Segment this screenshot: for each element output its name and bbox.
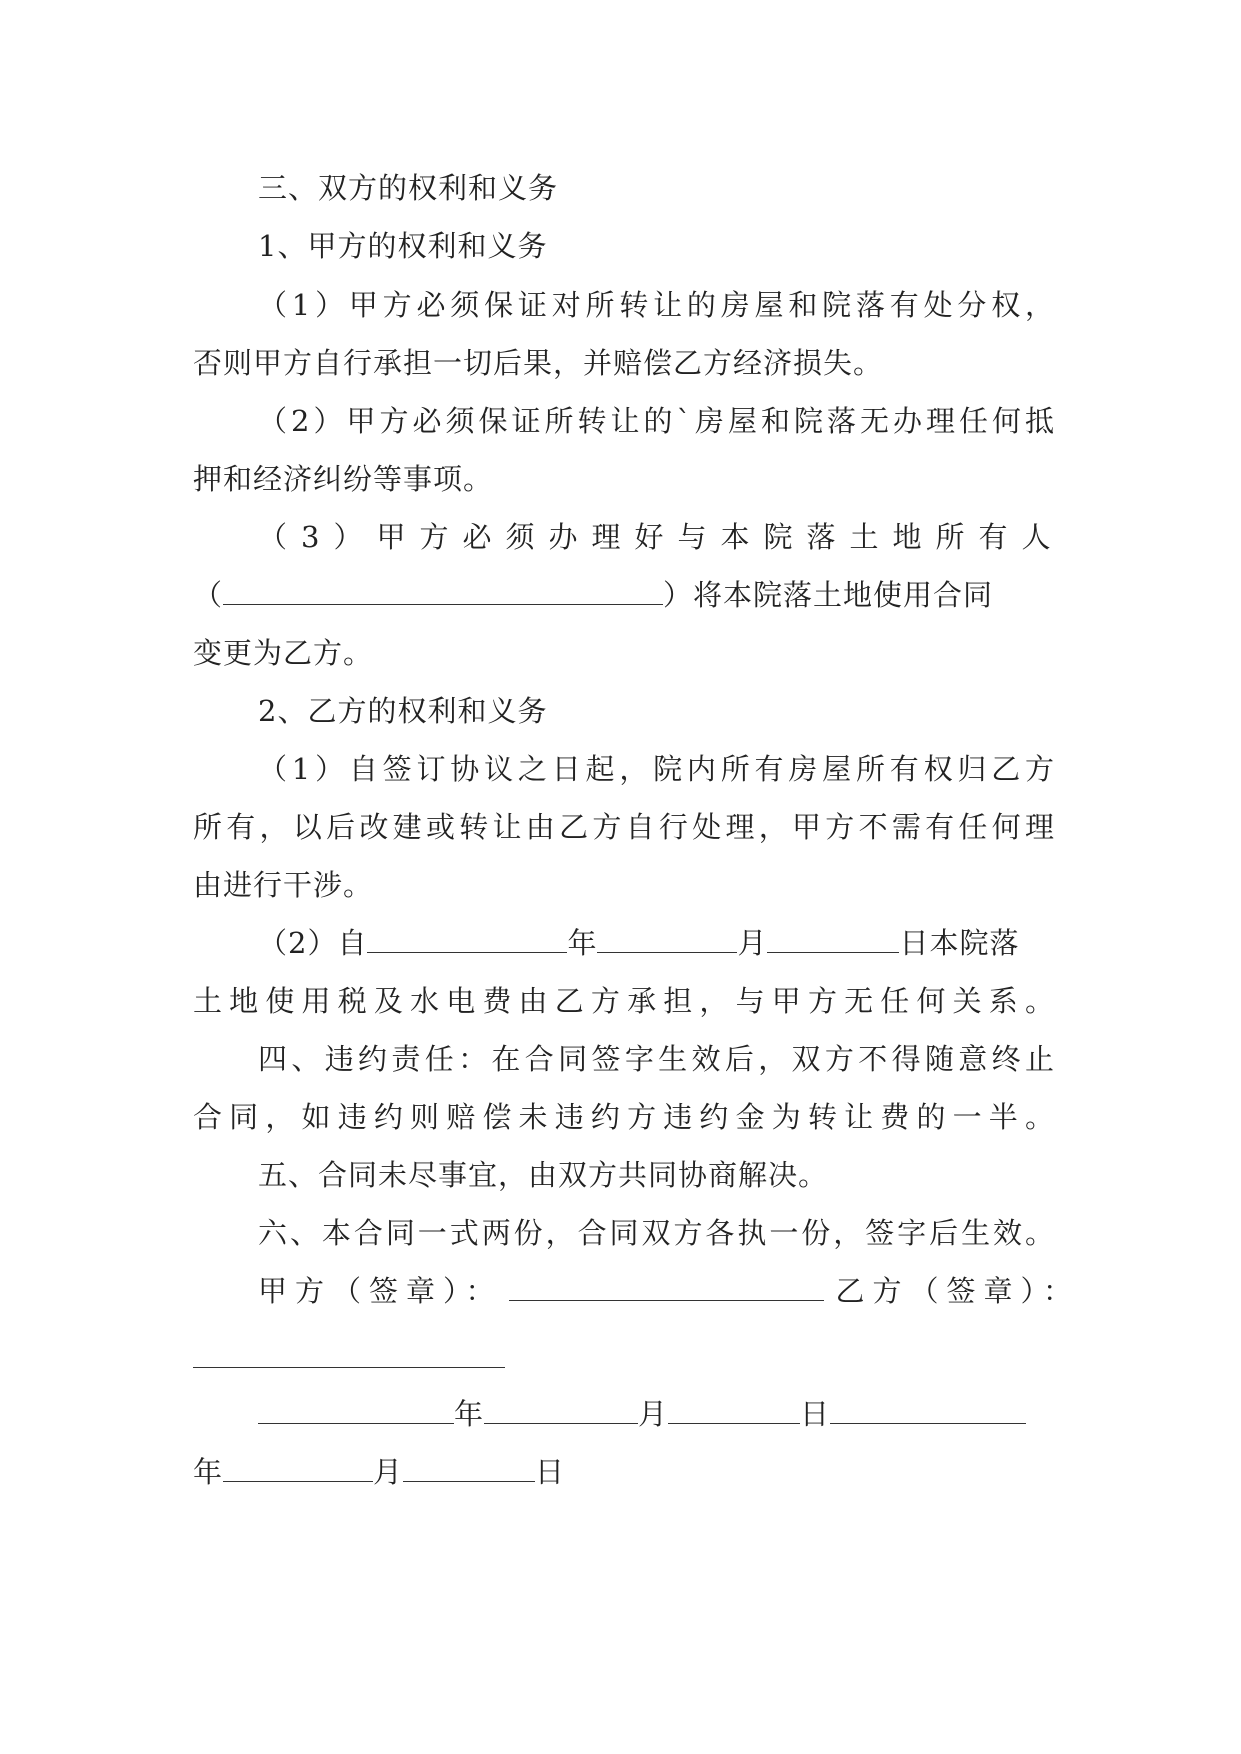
clause-b2-suffix: 日本院落	[899, 926, 1020, 960]
party-b-heading: 2、乙方的权利和义务	[258, 694, 548, 728]
clause-a2-line-1: （2）甲方必须保证所转让的`房屋和院落无办理任何抵	[258, 404, 1055, 438]
party-b-signature-label: 乙方（签章）：	[835, 1274, 1081, 1308]
clause-a1-line-2: 否则甲方自行承担一切后果，并赔偿乙方经济损失。	[193, 346, 884, 380]
section-3-heading: 三、双方的权利和义务	[258, 171, 559, 205]
clause-a3-line-1: （3）甲方必须办理好与本院落土地所有人	[258, 520, 1065, 554]
section-6: 六、本合同一式两份，合同双方各执一份，签字后生效。	[258, 1216, 1055, 1250]
date-line-1	[258, 1394, 1055, 1434]
party-a-heading: 1、甲方的权利和义务	[258, 229, 548, 263]
party-b-signature-blank	[193, 1367, 505, 1368]
day-blank	[767, 926, 899, 953]
party-b-year-label: 年	[193, 1455, 224, 1489]
clause-b1-line-1: （1）自签订协议之日起，院内所有房屋所有权归乙方	[258, 752, 1055, 786]
party-a-year-label: 年	[454, 1397, 485, 1431]
date-line-2	[193, 1452, 1055, 1492]
clause-b1-line-3: 由进行干涉。	[193, 868, 374, 902]
party-a-day-label: 日	[800, 1397, 831, 1431]
party-b-day-blank	[403, 1455, 535, 1482]
clause-a3-line-3: 变更为乙方。	[193, 636, 374, 670]
open-paren: （	[193, 578, 224, 612]
party-a-year-blank	[258, 1397, 454, 1424]
party-a-signature-blank	[509, 1274, 824, 1301]
clause-a3-line-2-text: ）将本院落土地使用合同	[663, 578, 994, 612]
signature-line	[258, 1271, 1081, 1311]
year-blank	[367, 926, 567, 953]
party-a-signature-label: 甲方（签章）：	[258, 1274, 503, 1308]
party-b-year-blank	[830, 1397, 1026, 1424]
year-label: 年	[567, 926, 598, 960]
clause-b2-line-2: 土地使用税及水电费由乙方承担，与甲方无任何关系。	[193, 984, 1055, 1018]
landowner-blank	[223, 578, 663, 605]
section-4-line-1: 四、违约责任：在合同签字生效后，双方不得随意终止	[258, 1042, 1055, 1076]
section-5: 五、合同未尽事宜，由双方共同协商解决。	[258, 1158, 829, 1192]
clause-a2-line-2: 押和经济纠纷等事项。	[193, 462, 494, 496]
clause-b2-line-1	[258, 923, 1055, 963]
section-4-line-2: 合同，如违约则赔偿未违约方违约金为转让费的一半。	[193, 1100, 1055, 1134]
month-label: 月	[737, 926, 768, 960]
party-b-month-label: 月	[373, 1455, 404, 1489]
clause-a1-line-1: （1）甲方必须保证对所转让的房屋和院落有处分权，	[258, 288, 1055, 322]
party-b-month-blank	[223, 1455, 373, 1482]
party-a-day-blank	[668, 1397, 800, 1424]
clause-b2-prefix: （2）自	[258, 926, 368, 960]
month-blank	[597, 926, 737, 953]
clause-b1-line-2: 所有，以后改建或转让由乙方自行处理，甲方不需有任何理	[193, 810, 1055, 844]
party-a-month-label: 月	[638, 1397, 669, 1431]
party-a-month-blank	[484, 1397, 638, 1424]
clause-a3-line-2	[193, 575, 1055, 615]
party-b-day-label: 日	[535, 1455, 566, 1489]
